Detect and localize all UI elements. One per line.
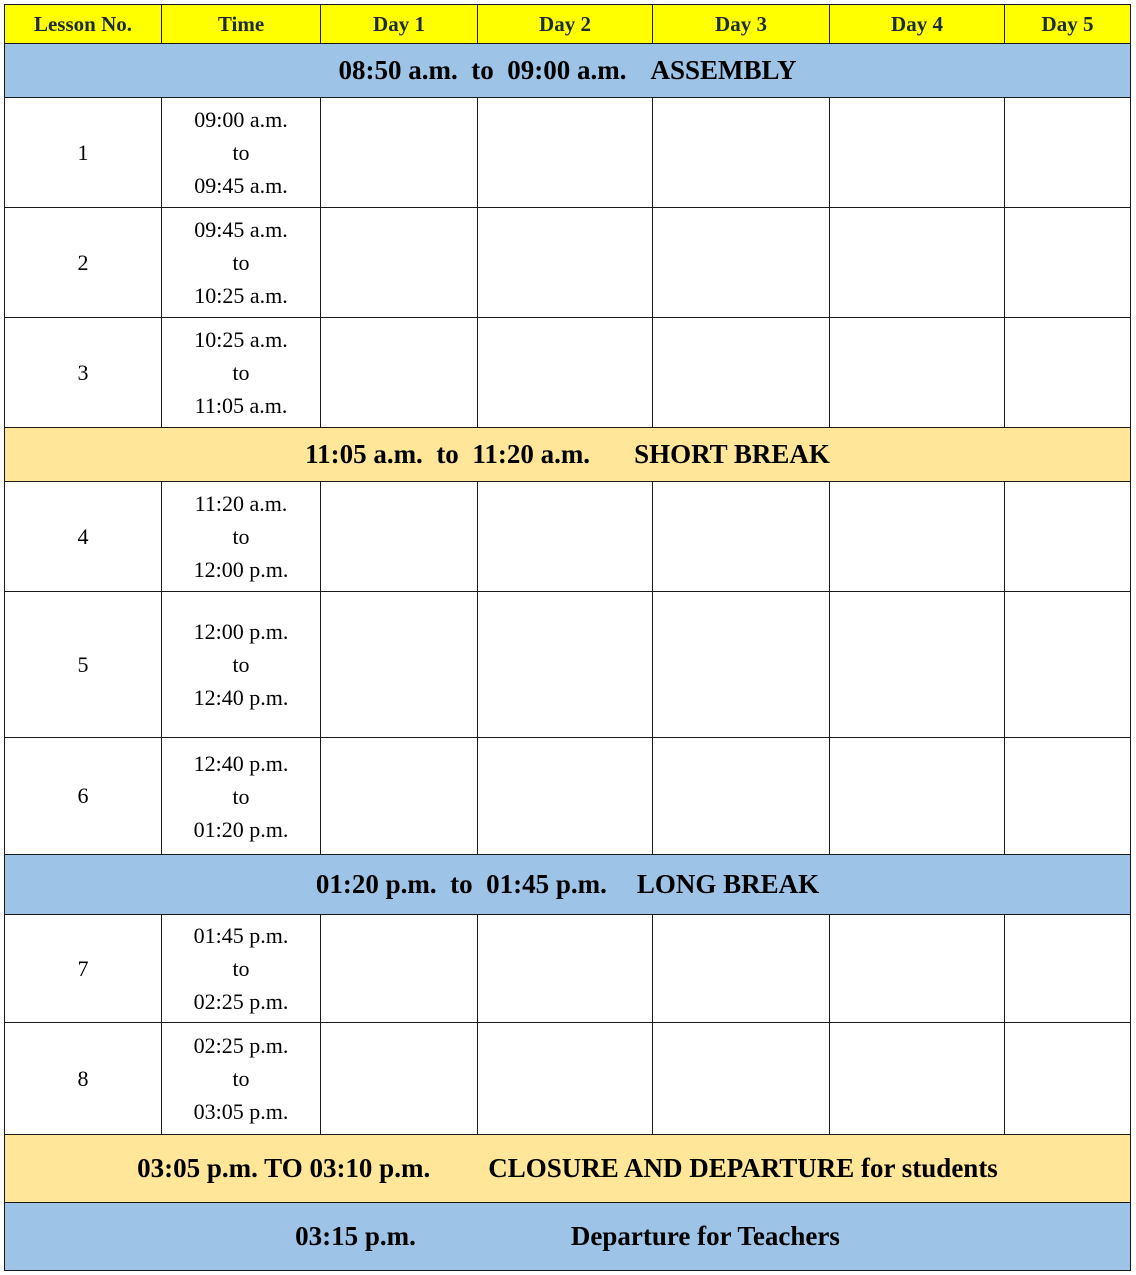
lesson-time — [162, 482, 321, 592]
cell-day-3[interactable] — [653, 592, 830, 738]
lesson-start: 01:45 p.m. — [193, 923, 289, 948]
lesson-to: to — [232, 956, 250, 981]
cell-day-5[interactable] — [1005, 915, 1131, 1023]
lesson-row — [5, 208, 1131, 318]
cell-day-4[interactable] — [830, 482, 1005, 592]
cell-day-1[interactable] — [321, 915, 478, 1023]
lesson-start: 09:00 a.m. — [194, 107, 288, 132]
lesson-end: 12:00 p.m. — [193, 557, 289, 582]
lesson-end: 02:25 p.m. — [193, 989, 289, 1014]
cell-day-2[interactable] — [478, 592, 653, 738]
cell-day-4[interactable] — [830, 1023, 1005, 1135]
lesson-to: to — [232, 250, 250, 275]
short-break-label: SHORT BREAK — [634, 439, 830, 469]
long-break-band — [5, 855, 1131, 915]
cell-day-4[interactable] — [830, 738, 1005, 855]
lesson-number: 8 — [5, 1023, 162, 1135]
lesson-end: 12:40 p.m. — [193, 685, 289, 710]
lesson-time — [162, 318, 321, 428]
short-break-from: 11:05 a.m. — [305, 439, 423, 469]
cell-day-4[interactable] — [830, 318, 1005, 428]
cell-day-3[interactable] — [653, 738, 830, 855]
cell-day-2[interactable] — [478, 208, 653, 318]
lesson-to: to — [232, 783, 250, 809]
cell-day-2[interactable] — [478, 915, 653, 1023]
lesson-start: 12:40 p.m. — [193, 750, 289, 776]
lesson-number: 3 — [5, 318, 162, 428]
long-break-to: to — [450, 869, 473, 899]
lesson-row — [5, 1023, 1131, 1135]
lesson-to: to — [232, 1066, 250, 1091]
lesson-end: 09:45 a.m. — [194, 173, 288, 198]
cell-day-5[interactable] — [1005, 592, 1131, 738]
lesson-start: 12:00 p.m. — [193, 619, 289, 644]
cell-day-2[interactable] — [478, 738, 653, 855]
teachers-departure-band — [5, 1203, 1131, 1271]
long-break-label: LONG BREAK — [636, 869, 820, 899]
cell-day-4[interactable] — [830, 98, 1005, 208]
lesson-time — [162, 592, 321, 738]
lesson-end: 01:20 p.m. — [193, 816, 289, 842]
lesson-time — [162, 915, 321, 1023]
header-day-4: Day 4 — [830, 5, 1005, 44]
cell-day-1[interactable] — [321, 208, 478, 318]
lesson-end: 10:25 a.m. — [194, 283, 288, 308]
timetable — [4, 4, 1131, 1271]
header-lesson-no: Lesson No. — [5, 5, 162, 44]
lesson-row — [5, 915, 1131, 1023]
cell-day-3[interactable] — [653, 482, 830, 592]
lesson-row — [5, 318, 1131, 428]
header-day-3: Day 3 — [653, 5, 830, 44]
lesson-number: 5 — [5, 592, 162, 738]
cell-day-4[interactable] — [830, 915, 1005, 1023]
lesson-number: 2 — [5, 208, 162, 318]
lesson-row — [5, 98, 1131, 208]
closure-band — [5, 1135, 1131, 1203]
cell-day-1[interactable] — [321, 482, 478, 592]
teachers-departure-label: Departure for Teachers — [570, 1221, 840, 1251]
header-time: Time — [162, 5, 321, 44]
assembly-band — [5, 44, 1131, 98]
cell-day-1[interactable] — [321, 738, 478, 855]
short-break-band — [5, 428, 1131, 482]
cell-day-3[interactable] — [653, 915, 830, 1023]
cell-day-3[interactable] — [653, 318, 830, 428]
short-break-row — [5, 428, 1131, 482]
lesson-number: 7 — [5, 915, 162, 1023]
cell-day-4[interactable] — [830, 592, 1005, 738]
header-row — [5, 5, 1131, 44]
short-break-until: 11:20 a.m. — [472, 439, 591, 469]
assembly-to: to — [471, 55, 494, 85]
closure-time: 03:05 p.m. TO 03:10 p.m. — [137, 1153, 431, 1183]
lesson-row — [5, 738, 1131, 855]
teachers-departure-time: 03:15 p.m. — [295, 1221, 416, 1251]
lesson-number: 6 — [5, 738, 162, 855]
cell-day-3[interactable] — [653, 208, 830, 318]
cell-day-1[interactable] — [321, 98, 478, 208]
closure-row — [5, 1135, 1131, 1203]
cell-day-1[interactable] — [321, 592, 478, 738]
long-break-row — [5, 855, 1131, 915]
cell-day-5[interactable] — [1005, 208, 1131, 318]
lesson-end: 11:05 a.m. — [194, 393, 288, 418]
lesson-time — [162, 1023, 321, 1135]
lesson-row — [5, 482, 1131, 592]
cell-day-2[interactable] — [478, 318, 653, 428]
short-break-to: to — [436, 439, 459, 469]
assembly-label: ASSEMBLY — [650, 55, 797, 85]
long-break-from: 01:20 p.m. — [315, 869, 437, 899]
cell-day-5[interactable] — [1005, 738, 1131, 855]
lesson-number: 4 — [5, 482, 162, 592]
cell-day-1[interactable] — [321, 1023, 478, 1135]
cell-day-3[interactable] — [653, 1023, 830, 1135]
lesson-start: 10:25 a.m. — [194, 327, 288, 352]
lesson-to: to — [232, 360, 250, 385]
header-day-1: Day 1 — [321, 5, 478, 44]
lesson-start: 09:45 a.m. — [194, 217, 288, 242]
assembly-until: 09:00 a.m. — [507, 55, 627, 85]
lesson-to: to — [232, 140, 250, 165]
cell-day-2[interactable] — [478, 98, 653, 208]
lesson-number: 1 — [5, 98, 162, 208]
lesson-start: 11:20 a.m. — [194, 491, 288, 516]
long-break-until: 01:45 p.m. — [486, 869, 607, 899]
header-day-5: Day 5 — [1005, 5, 1131, 44]
lesson-time — [162, 98, 321, 208]
cell-day-2[interactable] — [478, 1023, 653, 1135]
cell-day-2[interactable] — [478, 482, 653, 592]
lesson-time — [162, 208, 321, 318]
header-day-2: Day 2 — [478, 5, 653, 44]
cell-day-4[interactable] — [830, 208, 1005, 318]
cell-day-1[interactable] — [321, 318, 478, 428]
cell-day-5[interactable] — [1005, 482, 1131, 592]
cell-day-5[interactable] — [1005, 1023, 1131, 1135]
assembly-from: 08:50 a.m. — [338, 55, 458, 85]
cell-day-5[interactable] — [1005, 318, 1131, 428]
lesson-row — [5, 592, 1131, 738]
cell-day-5[interactable] — [1005, 98, 1131, 208]
lesson-end: 03:05 p.m. — [193, 1099, 289, 1124]
cell-day-3[interactable] — [653, 98, 830, 208]
lesson-start: 02:25 p.m. — [193, 1033, 289, 1058]
teachers-departure-row — [5, 1203, 1131, 1271]
lesson-to: to — [232, 652, 250, 677]
assembly-row — [5, 44, 1131, 98]
closure-label: CLOSURE AND DEPARTURE for students — [488, 1153, 998, 1183]
lesson-to: to — [232, 524, 250, 549]
lesson-time — [162, 738, 321, 855]
